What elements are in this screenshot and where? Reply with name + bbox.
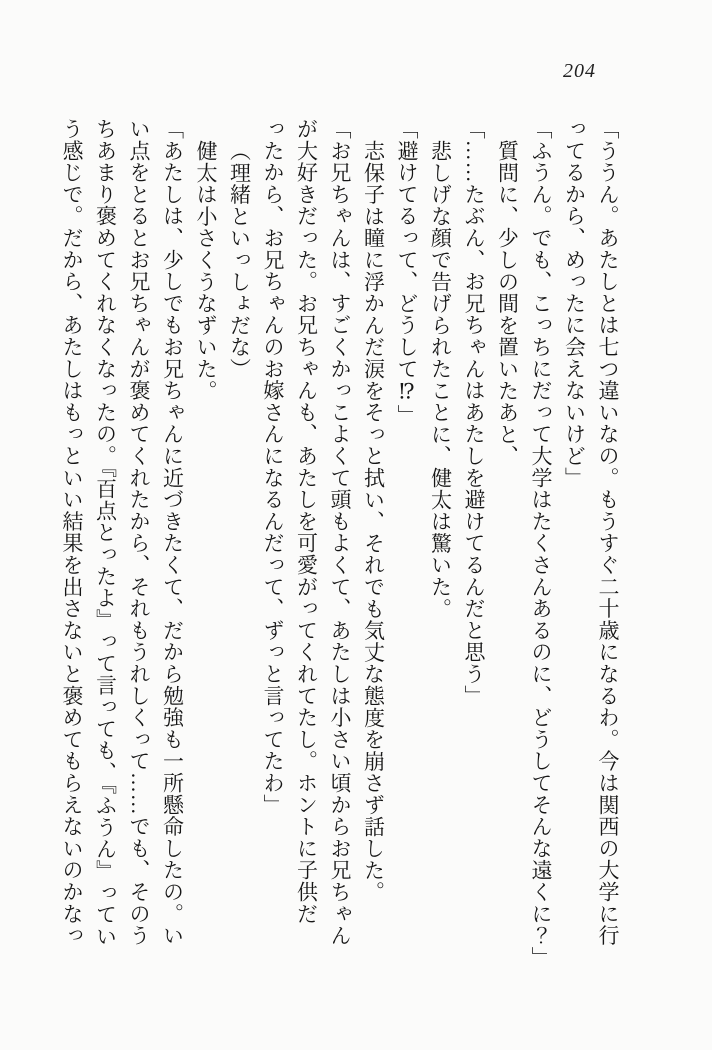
text-line: 「避けてるって、どうして⁉」: [395, 118, 419, 427]
text-line: 「……たぶん、お兄ちゃんはあたしを避けてるんだと思う」: [462, 118, 486, 707]
text-line: 「ふうん。でも、こっちにだって大学はたくさんあるのに、どうしてそんな遠くに？」: [529, 118, 553, 969]
text-line: 「お兄ちゃんは、すごくかっこよくて頭もよくて、あたしは小さい頃からお兄ちゃん: [328, 118, 352, 947]
page-number: 204: [563, 60, 596, 82]
text-line: 志保子は瞳に浮かんだ涙をそっと拭い、それでも気丈な態度を崩さず話した。: [361, 140, 386, 904]
text-line: ちあまり褒めてくれなくなったの。『百点とったよ』って言っても、『ふうん』ってい: [93, 118, 118, 948]
text-line: 「ううん。あたしとは七つ違いなの。もうすぐ二十歳になるわ。今は関西の大学に行: [596, 118, 620, 947]
text-line: 悲しげな顔で告げられたことに、健太は驚いた。: [428, 140, 453, 620]
text-line: 「あたしは、少しでもお兄ちゃんに近づきたくて、だから勉強も一所懸命したの。い: [160, 118, 185, 947]
text-line: 健太は小さくうなずいた。: [194, 140, 218, 402]
text-line: い点をとるとお兄ちゃんが褒めてくれたから、それもうれしくって……でも、そのう: [127, 118, 151, 947]
text-line: （理緒といっしょだな）: [227, 140, 252, 380]
text-line: ってるから、めったに会えないけど」: [562, 118, 587, 489]
text-line: が大好きだった。お兄ちゃんも、あたしを可愛がってくれてたし。ホントに子供だ: [294, 118, 319, 925]
text-line: 質問に、少しの間を置いたあと、: [495, 140, 520, 468]
vertical-text-block: [55, 118, 625, 969]
text-line: ったから、お兄ちゃんのお嫁さんになるんだって、ずっと言ってたわ」: [261, 118, 285, 816]
text-line: う感じで。だから、あたしはもっといい結果を出さないと褒めてもらえないのかなっ: [60, 118, 84, 947]
